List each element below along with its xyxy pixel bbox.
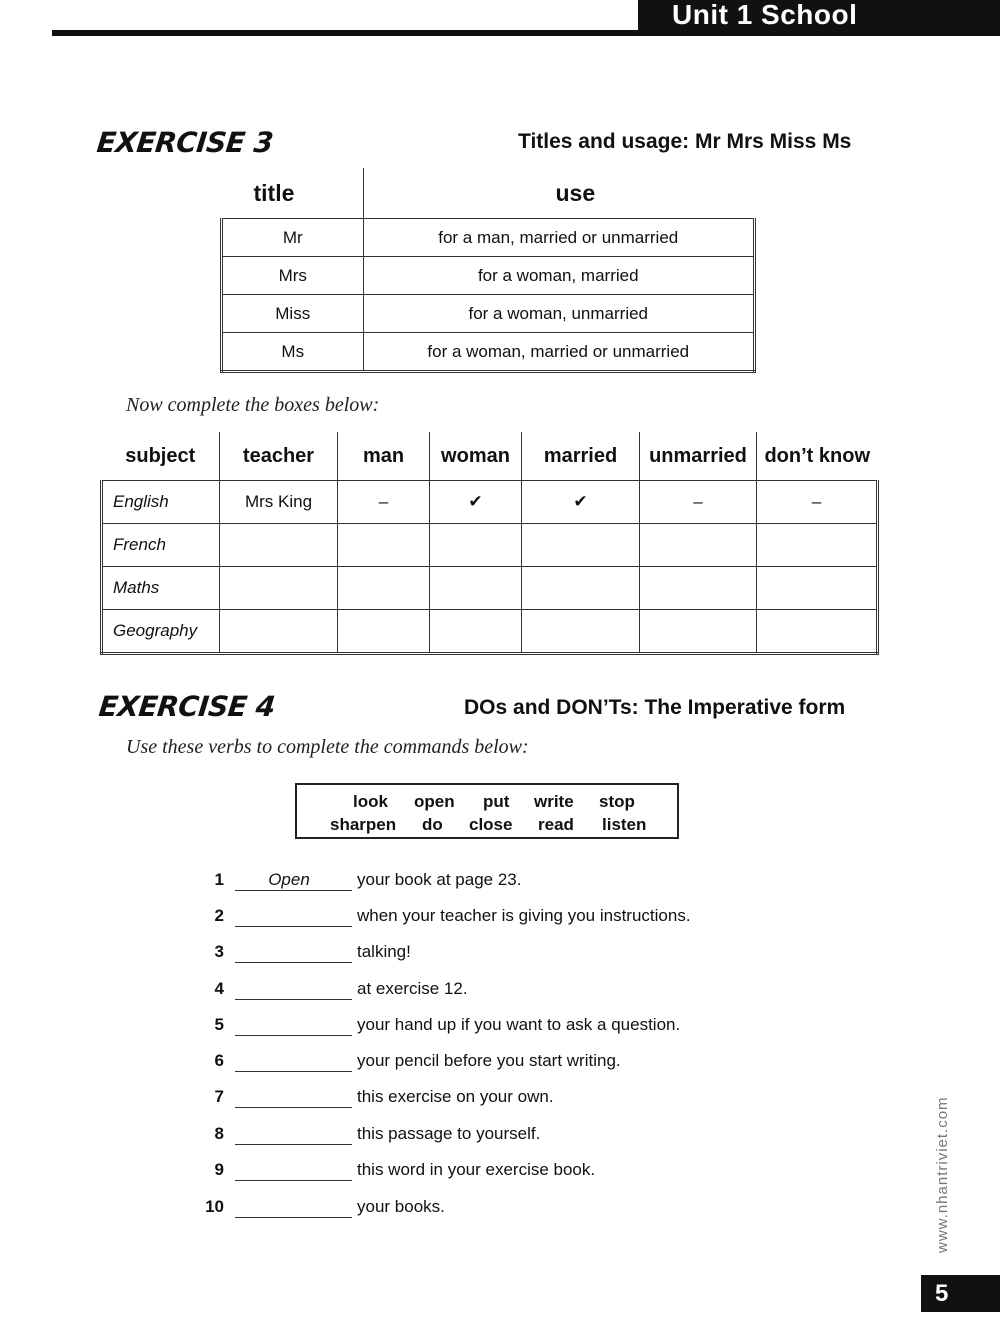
grid-header: unmarried — [640, 432, 757, 481]
verb-word: listen — [602, 815, 647, 834]
item-number: 1 — [214, 870, 224, 889]
exercise-3-heading: EXERCISE 3 — [95, 126, 275, 159]
grid-cell[interactable] — [640, 524, 757, 567]
grid-header: subject — [102, 432, 220, 481]
grid-cell[interactable] — [757, 524, 878, 567]
answer-blank[interactable] — [235, 999, 352, 1000]
item-number: 9 — [214, 1160, 224, 1179]
grid-cell: – — [757, 481, 878, 524]
grid-cell[interactable] — [430, 524, 522, 567]
answer-blank[interactable] — [235, 1035, 352, 1036]
verb-word: look — [353, 792, 388, 811]
item-number: 2 — [214, 906, 224, 925]
table-cell: Mrs — [222, 257, 364, 295]
table-cell: for a man, married or unmarried — [363, 219, 755, 257]
answer-blank[interactable] — [235, 926, 352, 927]
grid-cell[interactable] — [338, 524, 430, 567]
command-text: your books. — [357, 1197, 445, 1216]
item-number: 4 — [214, 979, 224, 998]
command-text: your book at page 23. — [357, 870, 522, 889]
grid-header: woman — [430, 432, 522, 481]
subjects-grid — [100, 432, 876, 655]
exercise-4-subtitle: DOs and DON’Ts: The Imperative form — [464, 696, 846, 719]
table-cell: Ms — [222, 333, 364, 372]
grid-cell[interactable] — [220, 610, 338, 654]
table-cell: for a woman, unmarried — [363, 295, 755, 333]
table-row — [222, 295, 755, 333]
grid-cell: Mrs King — [220, 481, 338, 524]
table-cell: Mr — [222, 219, 364, 257]
grid-header: man — [338, 432, 430, 481]
item-number: 10 — [205, 1197, 224, 1216]
table-header: title — [222, 168, 364, 219]
item-number: 6 — [214, 1051, 224, 1070]
command-text: talking! — [357, 942, 411, 961]
command-text: this exercise on your own. — [357, 1087, 554, 1106]
table-row — [222, 257, 755, 295]
verb-box — [295, 783, 679, 839]
grid-row-french — [102, 524, 878, 567]
item-number: 3 — [214, 942, 224, 961]
table-cell: Miss — [222, 295, 364, 333]
command-text: this word in your exercise book. — [357, 1160, 596, 1179]
grid-header: don’t know — [764, 444, 871, 467]
verb-word: sharpen — [330, 815, 397, 834]
answer-blank[interactable] — [235, 962, 352, 963]
answer-blank[interactable] — [235, 1107, 352, 1108]
verb-word: open — [414, 792, 455, 811]
grid-cell[interactable] — [640, 567, 757, 610]
page-number: 5 — [921, 1275, 1000, 1312]
command-text: this passage to yourself. — [357, 1124, 541, 1143]
table-cell: for a woman, married or unmarried — [363, 333, 755, 372]
titles-table — [220, 168, 756, 373]
command-item — [200, 975, 760, 1005]
grid-cell[interactable] — [757, 567, 878, 610]
table-cell: for a woman, married — [363, 257, 755, 295]
command-text: at exercise 12. — [357, 979, 468, 998]
exercise-4-instruction: Use these verbs to complete the commands below: — [126, 736, 529, 758]
verb-word: stop — [599, 792, 635, 811]
grid-row-maths — [102, 567, 878, 610]
grid-header: married — [522, 432, 640, 481]
item-number: 5 — [214, 1015, 224, 1034]
command-item — [200, 1047, 760, 1077]
grid-cell[interactable] — [220, 567, 338, 610]
website-watermark — [932, 1070, 952, 1255]
grid-cell-subject: English — [102, 481, 220, 524]
answer-blank[interactable] — [235, 1071, 352, 1072]
answer-blank[interactable] — [235, 1180, 352, 1181]
header-rule — [52, 30, 1000, 36]
grid-row-english — [102, 481, 878, 524]
command-text: your pencil before you start writing. — [357, 1051, 621, 1070]
command-item — [200, 902, 760, 932]
answer-blank[interactable] — [235, 1217, 352, 1218]
command-item — [200, 866, 760, 896]
command-text: when your teacher is giving you instructions. — [357, 906, 691, 925]
grid-cell[interactable] — [430, 610, 522, 654]
command-item — [200, 938, 760, 968]
check-mark-icon: ✔ — [430, 481, 522, 524]
grid-cell: – — [338, 481, 430, 524]
grid-header: teacher — [220, 432, 338, 481]
verb-word: write — [534, 792, 574, 811]
grid-cell-subject: Geography — [102, 610, 220, 654]
grid-cell-subject: French — [102, 524, 220, 567]
verb-word: put — [483, 792, 510, 811]
verb-word: read — [538, 815, 574, 834]
grid-cell[interactable] — [640, 610, 757, 654]
grid-cell[interactable] — [220, 524, 338, 567]
exercise-4-heading: EXERCISE 4 — [97, 690, 277, 723]
verb-word: close — [469, 815, 513, 834]
grid-cell: – — [640, 481, 757, 524]
verb-word: do — [422, 815, 443, 834]
item-number: 8 — [214, 1124, 224, 1143]
command-item — [200, 1120, 760, 1150]
grid-cell-subject: Maths — [102, 567, 220, 610]
command-text: your hand up if you want to ask a question. — [357, 1015, 681, 1034]
grid-cell[interactable] — [522, 567, 640, 610]
command-item — [200, 1083, 760, 1113]
table-row — [222, 333, 755, 372]
table-row — [222, 219, 755, 257]
grid-cell[interactable] — [522, 610, 640, 654]
command-item — [200, 1193, 760, 1223]
grid-cell[interactable] — [338, 567, 430, 610]
unit-banner: Unit 1 School — [638, 0, 1000, 30]
answer-blank[interactable] — [235, 890, 352, 891]
item-number: 7 — [214, 1087, 224, 1106]
table-header: use — [555, 179, 596, 206]
grid-cell[interactable] — [757, 610, 878, 654]
answer-blank[interactable] — [235, 1144, 352, 1145]
grid-row-geography — [102, 610, 878, 654]
grid-cell[interactable] — [522, 524, 640, 567]
check-mark-icon: ✔ — [522, 481, 640, 524]
exercise-3-instruction: Now complete the boxes below: — [126, 394, 380, 416]
exercise-3-subtitle: Titles and usage: Mr Mrs Miss Ms — [518, 130, 852, 153]
answer-text: Open — [268, 870, 310, 889]
command-item — [200, 1156, 760, 1186]
grid-cell[interactable] — [338, 610, 430, 654]
command-item — [200, 1011, 760, 1041]
grid-cell[interactable] — [430, 567, 522, 610]
website-text: www.nhantriviet.com — [934, 1096, 951, 1253]
